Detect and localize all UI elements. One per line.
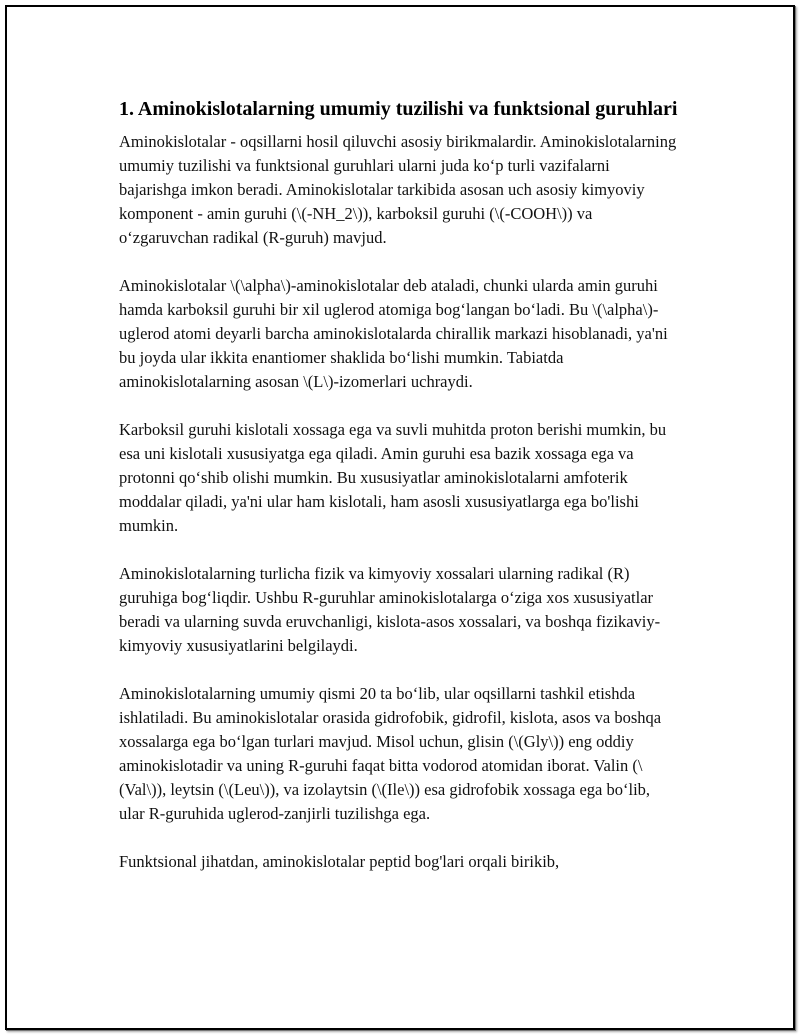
paragraph-functional: Funktsional jihatdan, aminokislotalar peptid bog'lari orqali birikib, [119,852,560,871]
paragraph-carboxyl-amine: Karboksil guruhi kislotali xossaga ega va suvli muhitda proton berishi mumkin, bu esa uni kislotali xususiyatga ega qiladi. Amin guruhi esa bazik xossaga ega va protonni qo‘shib olishi mumkin. Bu xususiyatlar aminokislotalarni amfoterik moddalar qiladi, ya'ni ular ham kislotali, ham asosli xususiyatlarga ega bo'lishi mumkin. [119,420,667,535]
section-heading: 1. Aminokislotalarning umumiy tuzilishi va funktsional guruhlari [119,98,678,120]
paragraph-alpha-carbon: Aminokislotalar \(\alpha\)-aminokislotalar deb ataladi, chunki ularda amin guruhi hamda karboksil guruhi bir xil uglerod atomiga bog‘langan bo‘ladi. Bu \(\alpha\)-uglerod atomi deyarli barcha aminokislotalarda chirallik markazi hisoblanadi, ya'ni bu joyda ular ikkita enantiomer shaklida bo‘lishi mumkin. Tabiatda aminokislotalarning asosan \(L\)-izomerlari uchraydi. [119,276,668,391]
paragraph-intro: Aminokislotalar - oqsillarni hosil qiluvchi asosiy birikmalardir. Aminokislotalarning umumiy tuzilishi va funktsional guruhlari ularni juda ko‘p turli vazifalarni bajarishga imkon beradi. Aminokislotalar tarkibida asosan uch asosiy kimyoviy komponent - amin guruhi (\(-NH_2\)), karboksil guruhi (\(-COOH\)) va o‘zgaruvchan radikal (R-guruh) mavjud. [119,132,677,247]
document-page [5,5,795,1030]
document-body [119,96,679,898]
paragraph-twenty-amino-acids: Aminokislotalarning umumiy qismi 20 ta bo‘lib, ular oqsillarni tashkil etishda ishlatiladi. Bu aminokislotalar orasida gidrofobik, gidrofil, kislota, asos va boshqa xossalarga ega bo‘lgan turlari mavjud. Misol uchun, glisin (\(Gly\)) eng oddiy aminokislotadir va uning R-guruhi faqat bitta vodorod atomidan iborat. Valin (\(Val\)), leytsin (\(Leu\)), va izolaytsin (\(Ile\)) esa gidrofobik xossaga ega bo‘lib, ular R-guruhida uglerod-zanjirli tuzilishga ega. [119,684,662,823]
paragraph-radical-group: Aminokislotalarning turlicha fizik va kimyoviy xossalari ularning radikal (R) guruhiga bog‘liqdir. Ushbu R-guruhlar aminokislotalarga o‘ziga xos xususiyatlar beradi va ularning suvda eruvchanligi, kislota-asos xossalari, va boshqa fizikaviy-kimyoviy xususiyatlarini belgilaydi. [119,564,661,655]
